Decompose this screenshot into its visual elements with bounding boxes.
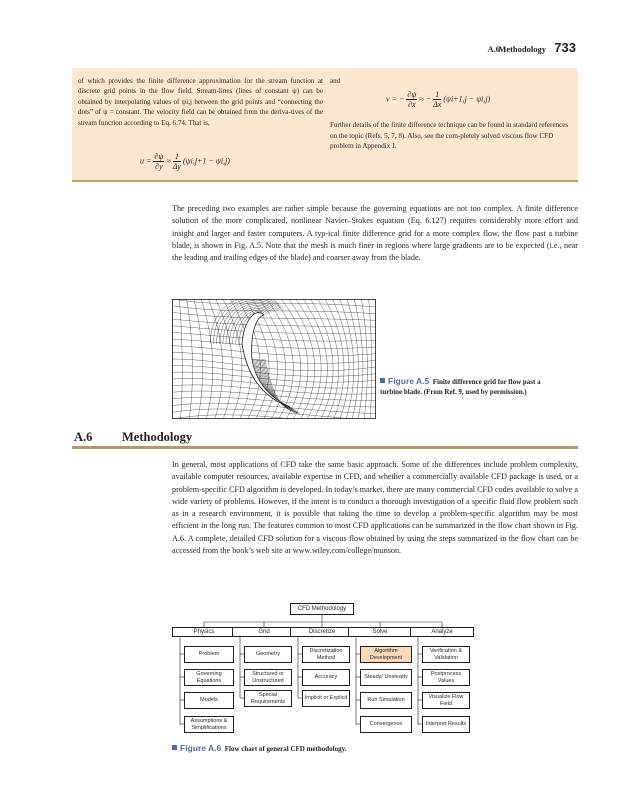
turbine-blade-grid-figure xyxy=(172,299,376,419)
sidebar-left-text: of which provides the finite difference approximation for the stream function at discrete grid points in the flow field. Stream-lines (lines of constant ψ) can be obtained by interpolating values of ψi,j between the grid points and “connecting the dots” of ψ = constant. The velocity field can be obtained from the deriva-tives of the stream function according to Eq. 6.74. That is, xyxy=(78,77,323,127)
flow-root: CFD Methodology xyxy=(290,603,354,615)
grid-mesh-lines xyxy=(172,299,376,419)
flow-box: Convergence xyxy=(360,716,412,733)
flow-box: Implicit or Explicit xyxy=(302,690,350,707)
equation-v: v = − $\frac{\partial\psi}{\partial x}$ ≈ − $\frac{1}{\Delta x}$ (ψi+1,j − ψi,j) xyxy=(386,90,491,109)
sidebar-column-right xyxy=(330,76,570,152)
flow-box: Accuracy xyxy=(302,669,350,686)
header-section-title: Methodology xyxy=(498,44,546,54)
running-header xyxy=(0,40,624,60)
section-number: A.6 xyxy=(74,430,93,444)
flow-box: Geometry xyxy=(244,646,292,663)
paragraph-turbine-grid: The preceding two examples are rather simple because the governing equations are not too complex. A finite difference solution of the more complicated, nonlinear Navier–Stokes equation (Eq. 6.127) requires considerably more effort and insight and larger and faster computers. A typ-ical finite difference grid for a more complex flow, the flow past a turbine blade, is shown in Fig. A.5. Note that the mesh is much finer in regions where large gradients are to be expected (i.e., near the leading and trailing edges of the blade) and coarser away from the blade. xyxy=(172,204,578,262)
flow-head-solve: Solve xyxy=(348,627,412,637)
cfd-flow-chart xyxy=(172,600,472,740)
flow-box: Models xyxy=(184,692,234,709)
figure-a5-caption-text: Finite difference grid for flow past a turbine blade. (From Ref. 9, used by permission.) xyxy=(380,378,541,396)
flow-box: Problem xyxy=(184,646,234,663)
figure-a6-caption xyxy=(172,743,346,753)
flow-box: Assumptions & Simplifications xyxy=(184,716,234,733)
sidebar-right-text: Further details of the finite difference technique can be found in standard references on the topic (Refs. 5, 7, 8). Also, see the com-pletely solved viscous flow CFD problem in Appendix I. xyxy=(330,121,569,151)
flow-head-grid: Grid xyxy=(232,627,296,637)
flow-box-highlighted: Algorithm Development xyxy=(360,646,412,663)
flow-box: Structured or Unstructured xyxy=(244,669,292,686)
figure-a6-caption-text: Flow chart of general CFD methodology. xyxy=(224,745,347,753)
flow-box: Steady/ Unsteady xyxy=(360,669,412,686)
paragraph-methodology: In general, most applications of CFD take the same basic approach. Some of the differences include problem complexity, available computer resources, available expertise in CFD, and whether a commercially available CFD package is used, or a problem-specific CFD algorithm is developed. In today’s market, there are many commercial CFD codes available to solve a wide variety of problems. However, if the intent is to conduct a thorough investigation of a specific fluid flow problem such as in a research environment, it is possible that taking the time to develop a problem-specific algorithm may be most efficient in the long run. The features common to most CFD applications can be summarized in the flow chart shown in Fig. A.6. A complete, detailed CFD solution for a viscous flow obtained by using the steps summarized in the flow chart can be accessed from the book’s web site at www.wiley.com/college/munson. xyxy=(172,460,578,555)
figure-a5-caption xyxy=(380,376,550,397)
section-title: Methodology xyxy=(122,430,193,444)
flow-box: Discretization Method xyxy=(302,646,350,663)
figure-a6-label: Figure A.6 xyxy=(180,743,222,753)
equation-u: u = $\frac{\partial\psi}{\partial y}$ ≈ $\frac{1}{\Delta y}$ (ψi,j+1 − ψi,j) xyxy=(140,152,230,171)
flow-box: Postprocess Values xyxy=(422,669,470,686)
flow-head-analyze: Analyze xyxy=(410,627,474,637)
flow-box: Interpret Results xyxy=(422,716,470,733)
flow-box: Governing Equations xyxy=(184,669,234,686)
figure-a5-label: Figure A.5 xyxy=(388,376,430,386)
flow-box: Run Simulation xyxy=(360,692,412,709)
sidebar-box xyxy=(72,68,578,182)
figure-square-icon xyxy=(172,745,177,750)
flow-head-physics: Physics xyxy=(172,627,236,637)
page-number: 733 xyxy=(554,40,576,55)
flow-head-discretize: Discretize xyxy=(290,627,354,637)
figure-square-icon xyxy=(380,378,385,383)
header-section-number: A.6 xyxy=(487,44,500,54)
sidebar-and: and xyxy=(330,77,341,85)
flow-box: Special Requirements xyxy=(244,690,292,707)
flow-box: Visualize Flow Field xyxy=(422,692,470,709)
flow-box: Verification & Validation xyxy=(422,646,470,663)
sidebar-column-left xyxy=(78,76,323,128)
section-divider xyxy=(72,446,578,449)
